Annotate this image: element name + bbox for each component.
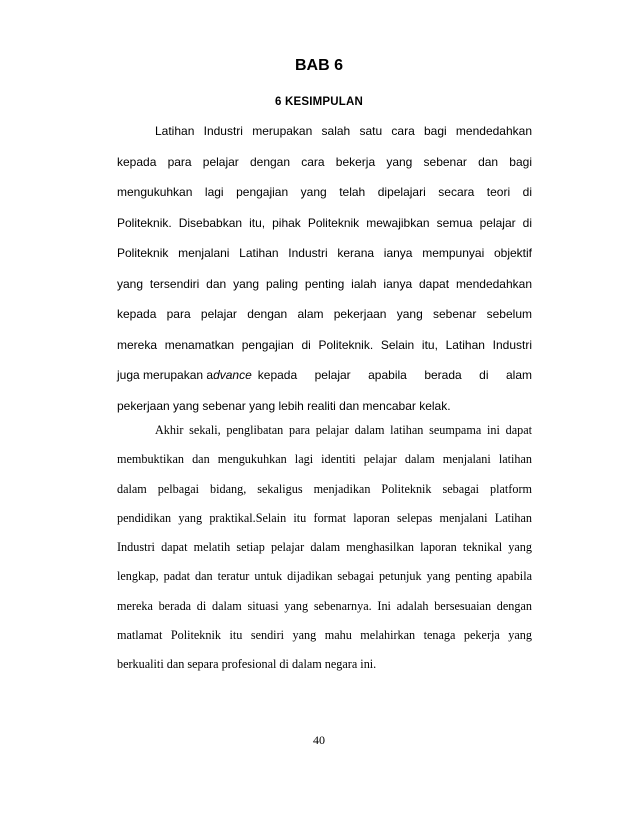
line-segment (117, 360, 252, 391)
paragraph-2-line: Industri dapat melatih setiap pelajar dalam menghasilkan laporan teknikal yang (117, 540, 532, 555)
paragraph-1-line: kepada para pelajar dengan alam pekerjaan yang sebenar sebelum (117, 307, 532, 321)
chapter-title: BAB 6 (294, 57, 343, 74)
italic-word: dvance (213, 368, 252, 382)
paragraph-2 (117, 416, 532, 680)
paragraph-1-line: mengukuhkan lagi pengajian yang telah dipelajari secara teori di (117, 185, 532, 199)
paragraph-2-line: Akhir sekali, penglibatan para pelajar dalam latihan seumpama ini dapat (155, 423, 532, 437)
line-text: kepada pelajar apabila berada di alam (257, 368, 532, 382)
paragraph-2-line: dalam pelbagai bidang, sekaligus menjadikan Politeknik sebagai platform (117, 481, 532, 496)
paragraph-1-line: Politeknik menjalani Latihan Industri kerana ianya mempunyai objektif (117, 246, 532, 260)
paragraph-1-line-mixed (117, 360, 532, 391)
paragraph-1-line: mereka menamatkan pengajian di Politeknik. Selain itu, Latihan Industri (117, 337, 532, 352)
paragraph-1 (117, 116, 532, 421)
paragraph-1-line: kepada para pelajar dengan cara bekerja yang sebenar dan bagi (117, 154, 532, 169)
paragraph-2-line: membuktikan dan mengukuhkan lagi identiti pelajar dalam menjalani latihan (117, 452, 532, 467)
line-text: juga merupakan a (117, 368, 214, 382)
paragraph-1-line: yang tersendiri dan yang paling penting ialah ianya dapat mendedahkan (117, 276, 532, 291)
paragraph-2-line: lengkap, padat dan teratur untuk dijadikan sebagai petunjuk yang penting apabila (117, 569, 532, 584)
paragraph-1-line: pekerjaan yang sebenar yang lebih realiti dan mencabar kelak. (117, 398, 451, 413)
paragraph-2-line: pendidikan yang praktikal.Selain itu format laporan selepas menjalani Latihan (117, 510, 532, 525)
paragraph-2-line: mereka berada di dalam situasi yang sebenarnya. Ini adalah bersesuaian dengan (117, 598, 532, 613)
paragraph-2-line: berkualiti dan separa profesional di dalam negara ini. (117, 657, 377, 672)
paragraph-1-line: Latihan Industri merupakan salah satu cara bagi mendedahkan (155, 124, 532, 138)
paragraph-2-line: matlamat Politeknik itu sendiri yang mahu melahirkan tenaga pekerja yang (117, 628, 532, 643)
section-title: 6 KESIMPULAN (274, 96, 364, 108)
page-number: 40 (313, 733, 325, 747)
paragraph-1-line: Politeknik. Disebabkan itu, pihak Politeknik mewajibkan semua pelajar di (117, 215, 532, 230)
